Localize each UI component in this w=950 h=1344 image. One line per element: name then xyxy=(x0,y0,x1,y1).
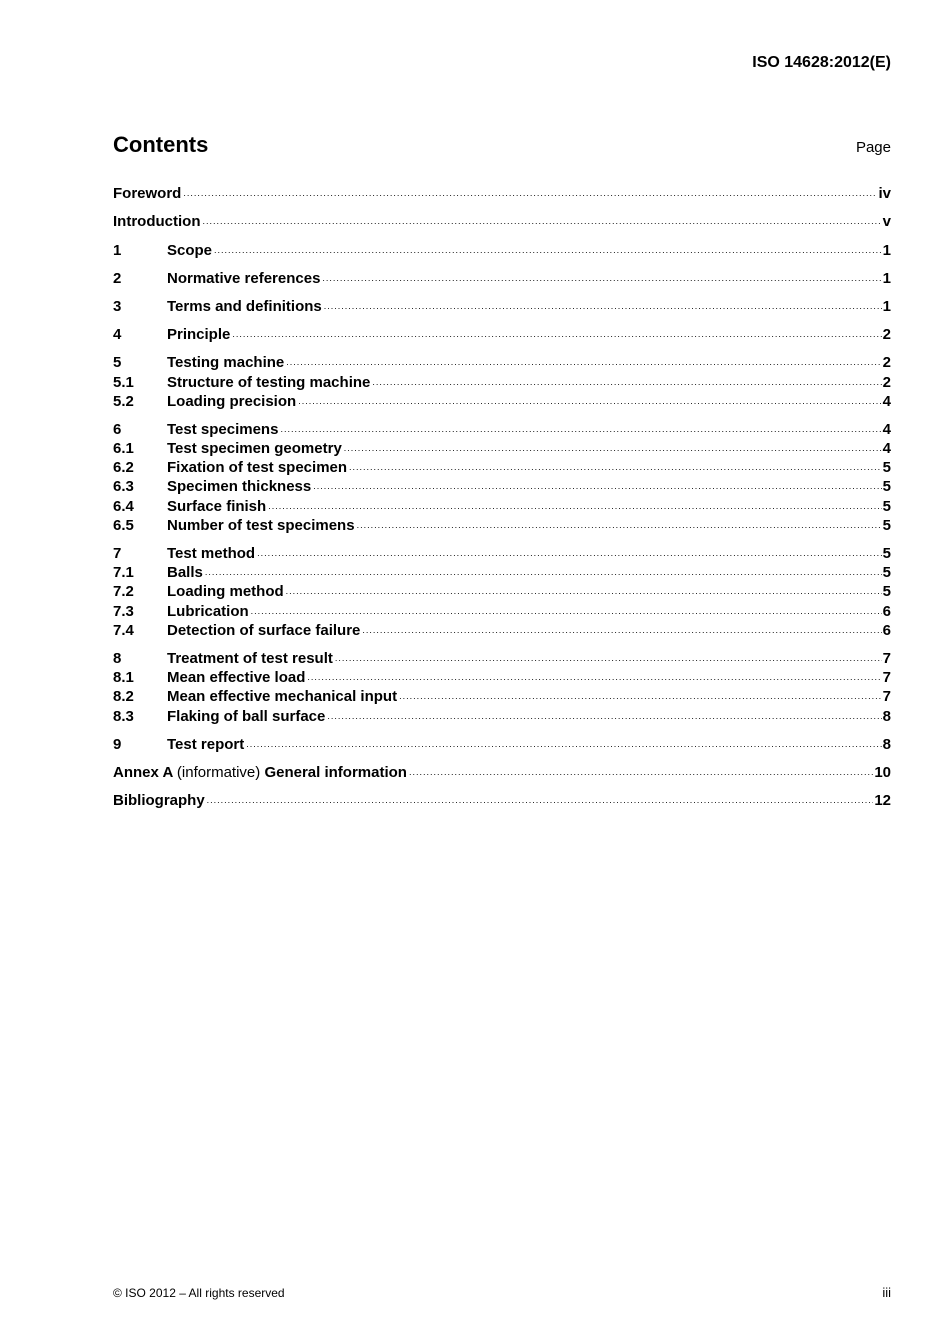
toc-number: 5.2 xyxy=(113,392,134,410)
toc-group-6 xyxy=(113,419,891,534)
toc-page: 2 xyxy=(882,326,891,344)
toc-title: Surface finish xyxy=(167,497,267,515)
toc-title: Treatment of test result xyxy=(167,649,333,667)
toc-leader xyxy=(327,712,881,721)
toc-number: 1 xyxy=(113,241,122,259)
toc-leader xyxy=(372,378,881,387)
toc-leader xyxy=(232,330,881,339)
toc-group-bibliography xyxy=(113,790,891,809)
toc-title: Test report xyxy=(167,735,245,753)
toc-title: Foreword xyxy=(113,185,182,203)
toc-page: 5 xyxy=(882,459,891,477)
toc-title: Flaking of ball surface xyxy=(167,707,326,725)
toc-number: 2 xyxy=(113,269,122,287)
toc-leader xyxy=(298,397,881,406)
toc-page: 2 xyxy=(882,354,891,372)
toc-page: 6 xyxy=(882,621,891,639)
toc-entry-foreword[interactable] xyxy=(113,183,891,202)
toc-page: 5 xyxy=(882,583,891,601)
page-column-label: Page xyxy=(855,139,891,156)
toc-entry-mean-effective-mechanical-input[interactable] xyxy=(113,686,891,705)
toc-entry-loading-precision[interactable] xyxy=(113,391,891,410)
toc-entry-structure-of-testing-machine[interactable] xyxy=(113,371,891,390)
toc-leader xyxy=(307,673,881,682)
toc-leader xyxy=(214,246,882,255)
toc-leader xyxy=(183,189,877,198)
toc-title: Detection of surface failure xyxy=(167,621,361,639)
toc-title: Principle xyxy=(167,326,231,344)
toc-leader xyxy=(246,740,881,749)
toc-page: 1 xyxy=(882,269,891,287)
toc-page: 5 xyxy=(882,564,891,582)
toc-title: Specimen thickness xyxy=(167,478,312,496)
toc-leader xyxy=(313,482,881,491)
toc-number: 4 xyxy=(113,326,122,344)
toc-page: 1 xyxy=(882,297,891,315)
toc-leader xyxy=(357,521,882,530)
toc-leader xyxy=(409,768,873,777)
toc-number: 3 xyxy=(113,297,122,315)
toc-entry-specimen-thickness[interactable] xyxy=(113,476,891,495)
toc-page: 12 xyxy=(874,792,891,810)
toc-entry-balls[interactable] xyxy=(113,562,891,581)
toc-group-introduction xyxy=(113,211,891,230)
toc-leader xyxy=(322,274,881,283)
toc-leader xyxy=(207,796,874,805)
toc-title: Scope xyxy=(167,241,213,259)
toc-entry-loading-method[interactable] xyxy=(113,581,891,600)
toc-page: iv xyxy=(878,185,891,203)
toc-entry-test-specimen-geometry[interactable] xyxy=(113,438,891,457)
toc-title: Test specimen geometry xyxy=(167,440,342,458)
toc-title: Introduction xyxy=(113,213,201,231)
toc-entry-number-of-test-specimens[interactable] xyxy=(113,515,891,534)
toc-number: 5 xyxy=(113,354,122,372)
footer-copyright: © ISO 2012 – All rights reserved xyxy=(113,1286,285,1300)
toc-leader xyxy=(280,425,881,434)
toc-page: 6 xyxy=(882,602,891,620)
toc-number: 5.1 xyxy=(113,373,134,391)
toc-leader xyxy=(344,444,882,453)
toc-entry-surface-finish[interactable] xyxy=(113,495,891,514)
toc-leader xyxy=(202,217,881,226)
toc-entry-fixation-of-test-specimen[interactable] xyxy=(113,457,891,476)
toc-title: Balls xyxy=(167,564,203,582)
toc-title: Terms and definitions xyxy=(167,297,322,315)
annex-label: Annex A xyxy=(113,763,173,781)
toc-page: 8 xyxy=(882,735,891,753)
toc-entry-introduction[interactable] xyxy=(113,211,891,230)
toc-title: Fixation of test specimen xyxy=(167,459,348,477)
toc-entry-principle[interactable] xyxy=(113,324,891,343)
toc-page: 5 xyxy=(882,516,891,534)
toc-group-8 xyxy=(113,648,891,725)
toc-number: 7.3 xyxy=(113,602,134,620)
toc-leader xyxy=(362,626,881,635)
toc-page: 5 xyxy=(882,545,891,562)
toc-leader xyxy=(257,549,882,558)
toc-page: 8 xyxy=(882,707,891,725)
toc-group-2 xyxy=(113,268,891,287)
toc-number: 8.2 xyxy=(113,688,134,706)
toc-page: 2 xyxy=(882,373,891,391)
toc-group-9 xyxy=(113,734,891,753)
toc-number: 8 xyxy=(113,649,122,667)
toc-entry-treatment-of-test-result[interactable] xyxy=(113,648,891,667)
toc-title: Number of test specimens xyxy=(167,516,355,534)
annex-qualifier: (informative) xyxy=(176,763,261,781)
document-id: ISO 14628:2012(E) xyxy=(752,54,891,71)
toc-entry-test-specimens[interactable] xyxy=(113,419,891,438)
toc-number: 9 xyxy=(113,735,122,753)
toc-number: 6.1 xyxy=(113,440,134,458)
toc-group-foreword xyxy=(113,183,891,202)
toc-leader xyxy=(286,587,882,596)
toc-entry-scope[interactable] xyxy=(113,239,891,258)
toc-title: Test method xyxy=(167,545,256,562)
toc-entry-normative-references[interactable] xyxy=(113,268,891,287)
toc-entry-mean-effective-load[interactable] xyxy=(113,667,891,686)
toc-leader xyxy=(399,692,882,701)
toc-number: 7.4 xyxy=(113,621,134,639)
toc-page: 5 xyxy=(882,497,891,515)
toc-number: 8.3 xyxy=(113,707,134,725)
toc-leader xyxy=(349,463,882,472)
toc-page: 7 xyxy=(882,649,891,667)
toc-entry-flaking-of-ball-surface[interactable] xyxy=(113,705,891,724)
toc-number: 7.2 xyxy=(113,583,134,601)
toc-page: 4 xyxy=(882,440,891,458)
toc-number: 6.5 xyxy=(113,516,134,534)
toc-group-3 xyxy=(113,296,891,315)
toc-number: 6.3 xyxy=(113,478,134,496)
toc-page: 10 xyxy=(874,763,891,781)
toc-group-4 xyxy=(113,324,891,343)
toc-leader xyxy=(324,302,882,311)
toc-title: Mean effective load xyxy=(167,669,306,687)
toc-page: 7 xyxy=(882,688,891,706)
toc-entry-bibliography[interactable] xyxy=(113,790,891,809)
annex-title: General information xyxy=(264,763,407,781)
toc-title: Normative references xyxy=(167,269,321,287)
toc-title: Mean effective mechanical input xyxy=(167,688,398,706)
toc-leader xyxy=(286,358,881,367)
contents-heading: Contents xyxy=(113,132,209,157)
toc-entry-annex-a[interactable] xyxy=(113,762,891,781)
table-of-contents xyxy=(113,183,891,818)
toc-entry-detection-of-surface-failure[interactable] xyxy=(113,620,891,639)
toc-entry-lubrication[interactable] xyxy=(113,600,891,619)
toc-title: Test specimens xyxy=(167,420,279,438)
toc-number: 6.2 xyxy=(113,459,134,477)
toc-leader xyxy=(335,654,882,663)
toc-title: Structure of testing machine xyxy=(167,373,371,391)
toc-group-annex-a xyxy=(113,762,891,781)
toc-title: Bibliography xyxy=(113,792,205,810)
toc-title: Testing machine xyxy=(167,354,285,372)
toc-title: Loading precision xyxy=(167,392,297,410)
toc-group-5 xyxy=(113,352,891,410)
toc-number: 8.1 xyxy=(113,669,134,687)
toc-leader xyxy=(268,502,881,511)
footer-page-number: iii xyxy=(882,1285,891,1300)
toc-page: 1 xyxy=(882,241,891,259)
toc-leader xyxy=(251,607,882,616)
toc-entry-test-report[interactable] xyxy=(113,734,891,753)
toc-group-1 xyxy=(113,239,891,258)
toc-entry-terms-and-definitions[interactable] xyxy=(113,296,891,315)
toc-number: 6.4 xyxy=(113,497,134,515)
toc-title: Lubrication xyxy=(167,602,249,620)
toc-entry-test-method[interactable] xyxy=(113,543,891,562)
toc-page: 5 xyxy=(882,478,891,496)
toc-page: 4 xyxy=(882,392,891,410)
toc-number: 6 xyxy=(113,420,122,438)
toc-title: Loading method xyxy=(167,583,284,601)
toc-page: v xyxy=(882,213,891,231)
toc-title xyxy=(113,764,407,781)
toc-page: 7 xyxy=(882,669,891,687)
toc-number: 7.1 xyxy=(113,564,134,582)
toc-page: 4 xyxy=(882,420,891,438)
toc-group-7 xyxy=(113,543,891,639)
toc-number: 7 xyxy=(113,545,122,562)
toc-leader xyxy=(205,568,882,577)
toc-entry-testing-machine[interactable] xyxy=(113,352,891,371)
